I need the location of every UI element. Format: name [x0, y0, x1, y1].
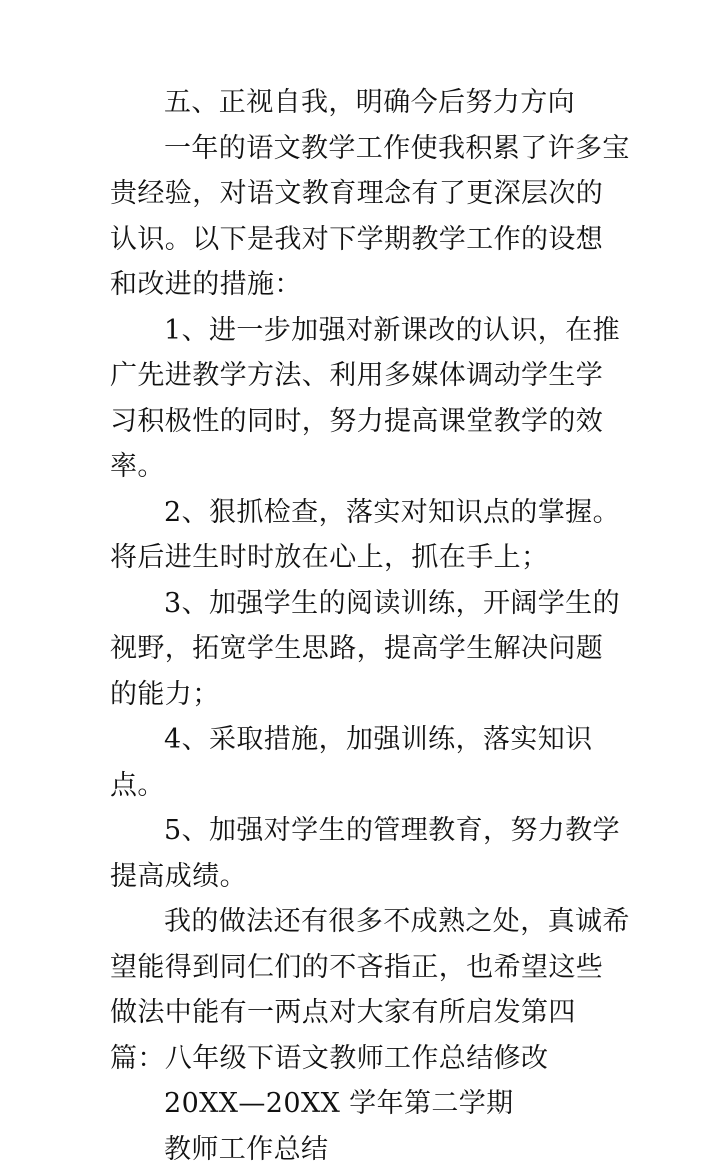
list-item-1: 1、进一步加强对新课改的认识，在推广先进教学方法、利用多媒体调动学生学习积极性的同时，努力提高课堂教学的效率。: [110, 308, 630, 490]
list-item-2: 2、狠抓检查，落实对知识点的掌握。将后进生时时放在心上，抓在手上；: [110, 490, 630, 581]
list-item-5: 5、加强对学生的管理教育，努力教学提高成绩。: [110, 808, 630, 899]
summary-title: 教师工作总结: [110, 1127, 630, 1172]
list-item-4: 4、采取措施，加强训练，落实知识点。: [110, 717, 630, 808]
paragraph-closing: 我的做法还有很多不成熟之处，真诚希望能得到同仁们的不吝指正，也希望这些做法中能有一两点对大家有所启发第四篇：八年级下语文教师工作总结修改: [110, 899, 630, 1081]
list-item-3: 3、加强学生的阅读训练，开阔学生的视野，拓宽学生思路，提高学生解决问题的能力；: [110, 581, 630, 718]
section-heading: 五、正视自我，明确今后努力方向: [110, 80, 630, 126]
term-line: 20XX—20XX 学年第二学期: [110, 1081, 630, 1127]
paragraph-intro: 一年的语文教学工作使我积累了许多宝贵经验，对语文教育理念有了更深层次的认识。以下是我对下学期教学工作的设想和改进的措施：: [110, 126, 630, 308]
document-body: [110, 80, 630, 1172]
